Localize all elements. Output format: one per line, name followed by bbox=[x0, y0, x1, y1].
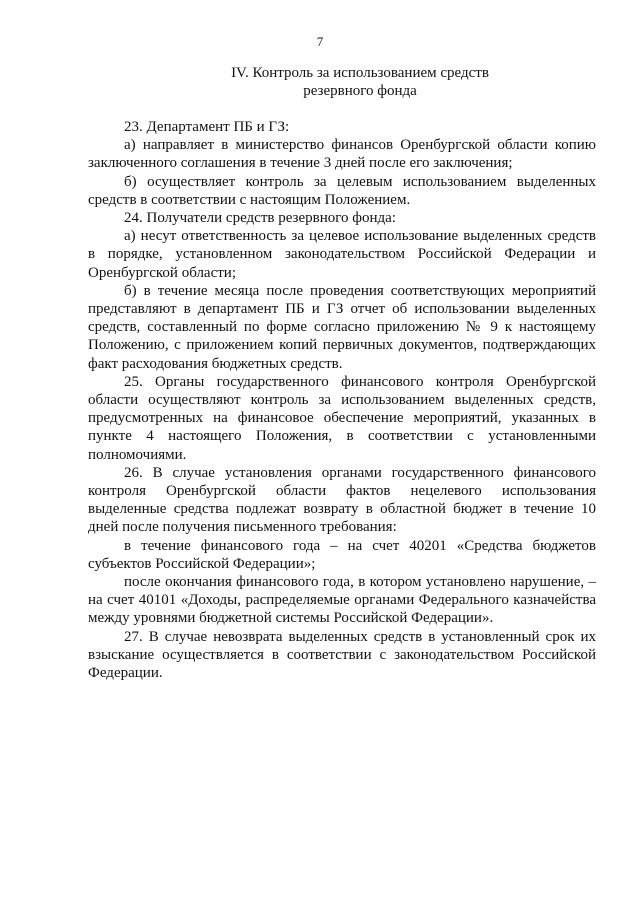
paragraph-26: 26. В случае установления органами государственного финансового контроля Оренбургской области фактов нецелевого использования выделенные средства подлежат возврату в областной бюджет в течение 10 дней после получения письменного требования: bbox=[88, 464, 596, 536]
section-title-line-1: IV. Контроль за использованием средств bbox=[231, 65, 489, 81]
paragraph-25: 25. Органы государственного финансового контроля Оренбургской области осуществляют контроль за использованием выделенных средств, предусмотренных на финансовое обеспечение мероприятий, указанных в пункте 4 настоящего Положения, в соответствии с установленными полномочиями. bbox=[88, 373, 596, 463]
paragraph-26-item-1: в течение финансового года – на счет 40201 «Средства бюджетов субъектов Российской Федерации»; bbox=[88, 537, 596, 572]
paragraph-23-a: а) направляет в министерство финансов Оренбургской области копию заключенного соглашения в течение 3 дней после его заключения; bbox=[88, 137, 596, 172]
page-number: 7 bbox=[316, 34, 324, 49]
section-title-line-2: резервного фонда bbox=[303, 83, 417, 99]
paragraph-23-b: б) осуществляет контроль за целевым использованием выделенных средств в соответствии с настоящим Положением. bbox=[88, 173, 596, 208]
document-body bbox=[88, 118, 596, 682]
section-title bbox=[0, 64, 640, 100]
paragraph-27: 27. В случае невозврата выделенных средств в установленный срок их взыскание осуществляется в соответствии с законодательством Российской Федерации. bbox=[88, 628, 596, 682]
paragraph-23-heading: 23. Департамент ПБ и ГЗ: bbox=[124, 119, 290, 135]
paragraph-24-a: а) несут ответственность за целевое использование выделенных средств в порядке, установленном законодательством Российской Федерации и Оренбургской области; bbox=[88, 228, 596, 281]
paragraph-24-b: б) в течение месяца после проведения соответствующих мероприятий представляют в департамент ПБ и ГЗ отчет об использовании выделенных средств, составленный по форме согласно приложению № 9 к настоящему Положению, с приложением копий первичных документов, подтверждающих факт расходования бюджетных средств. bbox=[88, 282, 596, 372]
paragraph-26-item-2: после окончания финансового года, в котором установлено нарушение, – на счет 40101 «Доходы, распределяемые органами Федерального казначейства между уровнями бюджетной системы Российской Федерации». bbox=[88, 574, 596, 627]
paragraph-24-heading: 24. Получатели средств резервного фонда: bbox=[124, 210, 396, 227]
